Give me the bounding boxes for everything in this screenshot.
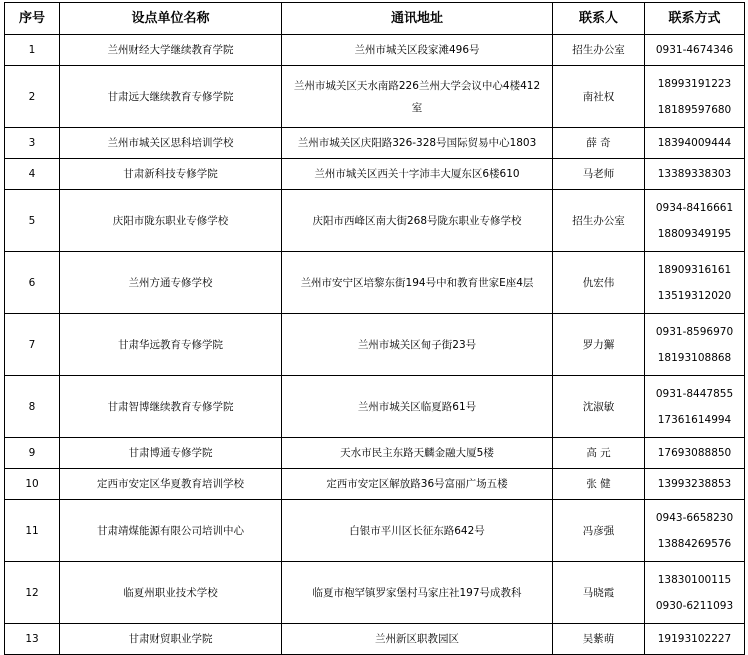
table-row [5,35,745,66]
table-body [5,35,745,655]
cell-address: 兰州市城关区庆阳路326-328号国际贸易中心1803 [282,128,553,159]
cell-phone [645,66,745,128]
phone-number: 13993238853 [657,478,732,490]
cell-contact: 马晓霞 [553,562,645,624]
cell-contact: 罗力獬 [553,314,645,376]
cell-address: 兰州新区职教园区 [282,624,553,655]
cell-contact: 吴紫萌 [553,624,645,655]
cell-institution: 定西市安定区华夏教育培训学校 [60,469,282,500]
cell-phone [645,190,745,252]
cell-institution: 甘肃远大继续教育专修学院 [60,66,282,128]
cell-index: 1 [5,35,60,66]
cell-index: 9 [5,438,60,469]
cell-contact: 张 健 [553,469,645,500]
cell-phone [645,438,745,469]
cell-contact: 高 元 [553,438,645,469]
phone-number: 18909316161 [657,263,732,276]
header-phone: 联系方式 [645,3,745,35]
cell-phone [645,469,745,500]
table-row [5,66,745,128]
phone-number: 13519312020 [657,289,732,302]
cell-institution: 甘肃财贸职业学院 [60,624,282,655]
cell-index: 2 [5,66,60,128]
phone-number: 17361614994 [657,413,732,426]
phone-number: 13884269576 [657,537,732,550]
phone-number: 18993191223 [657,77,732,90]
cell-contact: 仇宏伟 [553,252,645,314]
table-row [5,500,745,562]
cell-index: 3 [5,128,60,159]
cell-address: 定西市安定区解放路36号富丽广场五楼 [282,469,553,500]
cell-contact: 马老师 [553,159,645,190]
header-contact: 联系人 [553,3,645,35]
cell-contact: 招生办公室 [553,35,645,66]
cell-contact: 冯彦强 [553,500,645,562]
cell-phone [645,35,745,66]
cell-phone [645,376,745,438]
cell-contact: 招生办公室 [553,190,645,252]
table-row [5,624,745,655]
phone-number: 0931-4674346 [655,44,734,56]
phone-number: 13389338303 [657,168,732,180]
cell-address: 临夏市枹罕镇罗家堡村马家庄社197号成教科 [282,562,553,624]
cell-phone [645,128,745,159]
cell-phone [645,252,745,314]
table-row [5,438,745,469]
cell-institution: 甘肃博通专修学院 [60,438,282,469]
cell-address: 庆阳市西峰区南大街268号陇东职业专修学校 [282,190,553,252]
cell-contact: 沈淑敏 [553,376,645,438]
cell-index: 11 [5,500,60,562]
cell-institution: 甘肃新科技专修学院 [60,159,282,190]
cell-address: 天水市民主东路天麟金融大厦5楼 [282,438,553,469]
cell-contact: 南社权 [553,66,645,128]
cell-institution: 甘肃智博继续教育专修学院 [60,376,282,438]
cell-phone [645,159,745,190]
phone-number: 0943-6658230 [655,511,734,524]
cell-institution: 甘肃华远教育专修学院 [60,314,282,376]
cell-institution: 甘肃靖煤能源有限公司培训中心 [60,500,282,562]
header-index: 序号 [5,3,60,35]
table-row [5,562,745,624]
cell-index: 6 [5,252,60,314]
cell-phone [645,500,745,562]
header-row [5,3,745,35]
phone-number: 17693088850 [657,447,732,459]
cell-address: 兰州市城关区段家滩496号 [282,35,553,66]
phone-number: 0931-8596970 [655,325,734,338]
table-row [5,376,745,438]
table-row [5,190,745,252]
phone-number: 18394009444 [657,137,732,149]
phone-number: 18809349195 [657,227,732,240]
table-row [5,128,745,159]
cell-index: 8 [5,376,60,438]
cell-phone [645,562,745,624]
phone-number: 18193108868 [657,351,732,364]
cell-address: 兰州市安宁区培黎东街194号中和教育世家E座4层 [282,252,553,314]
phone-number: 19193102227 [657,633,732,645]
phone-number: 18189597680 [657,103,732,116]
cell-address: 兰州市城关区西关十字沛丰大厦东区6楼610 [282,159,553,190]
table-row [5,159,745,190]
table-row [5,252,745,314]
phone-number: 0931-8447855 [655,387,734,400]
cell-index: 7 [5,314,60,376]
cell-contact: 薛 奇 [553,128,645,159]
cell-index: 10 [5,469,60,500]
cell-institution: 兰州市城关区思科培训学校 [60,128,282,159]
header-address: 通讯地址 [282,3,553,35]
cell-index: 12 [5,562,60,624]
cell-index: 4 [5,159,60,190]
cell-index: 13 [5,624,60,655]
cell-address: 兰州市城关区甸子街23号 [282,314,553,376]
cell-institution: 兰州财经大学继续教育学院 [60,35,282,66]
cell-institution: 庆阳市陇东职业专修学校 [60,190,282,252]
table-row [5,314,745,376]
cell-index: 5 [5,190,60,252]
header-institution: 设点单位名称 [60,3,282,35]
cell-phone [645,624,745,655]
phone-number: 0934-8416661 [655,201,734,214]
cell-institution: 临夏州职业技术学校 [60,562,282,624]
training-sites-table [4,2,745,655]
phone-number: 0930-6211093 [655,599,734,612]
cell-address: 白银市平川区长征东路642号 [282,500,553,562]
cell-address: 兰州市城关区临夏路61号 [282,376,553,438]
cell-phone [645,314,745,376]
cell-address: 兰州市城关区天水南路226兰州大学会议中心4楼412室 [282,66,553,128]
cell-institution: 兰州方通专修学校 [60,252,282,314]
table-row [5,469,745,500]
phone-number: 13830100115 [657,573,732,586]
